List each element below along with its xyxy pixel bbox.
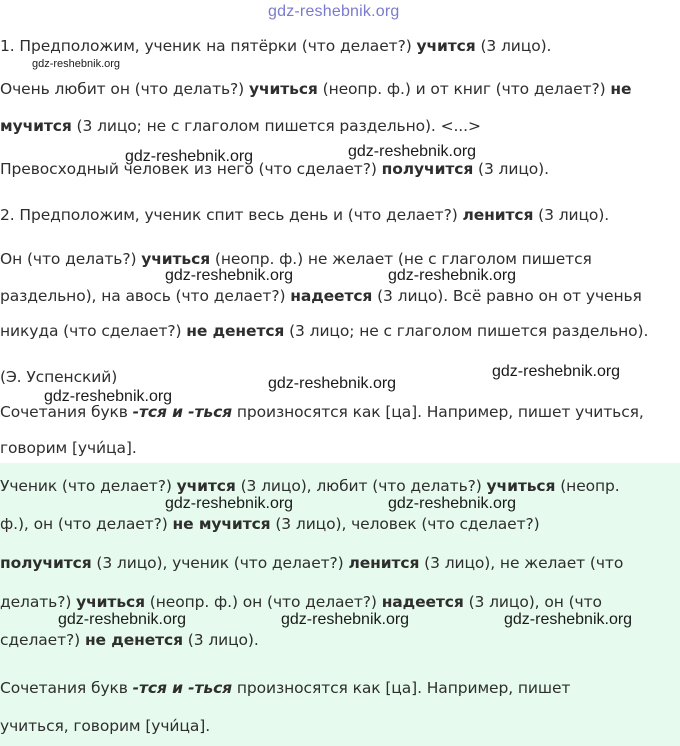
watermark: gdz-reshebnik.org (268, 375, 397, 392)
text: Превосходный человек из него (что сделает?) (0, 160, 382, 178)
text-line (0, 159, 549, 179)
text-line (0, 438, 137, 458)
watermark: gdz-reshebnik.org (165, 495, 294, 512)
text: (неопр. ф.) он (что делает?) (144, 593, 382, 611)
bold-word: мучится (0, 117, 72, 135)
text: (3 лицо), человек (что сделает?) (270, 515, 540, 533)
bold-word: надеется (290, 287, 373, 305)
watermark: gdz-reshebnik.org (268, 3, 400, 20)
text: Ученик (что делает?) (0, 477, 177, 495)
author-line (0, 367, 117, 387)
watermark: gdz-reshebnik.org (492, 363, 621, 380)
bold-word: не денется (186, 322, 285, 340)
watermark: gdz-reshebnik.org (504, 611, 633, 628)
answer-line (0, 716, 210, 736)
text: (3 лицо). Всё равно он от ученья (372, 287, 642, 305)
text: 1. Предположим, ученик на пятёрки (что делает?) (0, 37, 417, 55)
bold-word: получится (381, 160, 474, 178)
text: (3 лицо), любит (что делать?) (235, 477, 487, 495)
text: Сочетания букв (0, 679, 133, 697)
text: сделает?) (0, 631, 85, 649)
bold-word: учиться (248, 80, 318, 98)
text: (неопр. ф.) и от книг (что делает?) (317, 80, 611, 98)
answer-line (0, 592, 602, 612)
text: ф.), он (что делает?) (0, 515, 173, 533)
text: (3 лицо), не желает (что (419, 554, 624, 572)
text: (3 лицо). (473, 160, 549, 178)
watermark: gdz-reshebnik.org (348, 143, 477, 160)
text-line (0, 205, 609, 225)
text: раздельно), на авось (что делает?) (0, 287, 291, 305)
text: произносятся как [ца]. Например, пишет (232, 679, 571, 697)
bold-italic-word: -тся и -ться (132, 679, 233, 697)
text: произносятся как [ца]. Например, пишет учиться, (232, 403, 644, 421)
text: Он (что делать?) (0, 250, 142, 268)
text: (неопр. ф.) не желает (не с глаголом пишется (210, 250, 592, 268)
bold-word: ленится (348, 554, 420, 572)
text: говорим [учи́ца]. (0, 439, 137, 457)
text: 2. Предположим, ученик спит весь день и (что делает?) (0, 206, 463, 224)
answer-line (0, 678, 570, 698)
watermark: gdz-reshebnik.org (32, 58, 121, 70)
text: (3 лицо). (475, 37, 552, 55)
bold-italic-word: -тся и -ться (132, 403, 233, 421)
text: Очень любит он (что делать?) (0, 80, 249, 98)
answer-line (0, 630, 259, 650)
watermark: gdz-reshebnik.org (388, 495, 517, 512)
watermark: gdz-reshebnik.org (125, 148, 254, 165)
bold-word: учится (416, 37, 476, 55)
bold-word: учиться (486, 477, 556, 495)
text: (3 лицо; не с глаголом пишется раздельно). (284, 322, 649, 340)
text: учиться, говорим [учи́ца]. (0, 717, 211, 735)
bold-word: не (610, 80, 632, 98)
text: никуда (что сделает?) (0, 322, 187, 340)
text-line (0, 79, 631, 99)
bold-word: ленится (462, 206, 534, 224)
watermark: gdz-reshebnik.org (44, 388, 173, 405)
text-line (0, 36, 551, 56)
text: (3 лицо). (533, 206, 610, 224)
watermark: gdz-reshebnik.org (388, 267, 517, 284)
watermark: gdz-reshebnik.org (165, 267, 294, 284)
text-line (0, 321, 648, 341)
text: делать?) (0, 593, 77, 611)
answer-line (0, 553, 623, 573)
text: (3 лицо), ученик (что делает?) (91, 554, 349, 572)
answer-line (0, 514, 540, 534)
watermark: gdz-reshebnik.org (58, 611, 187, 628)
bold-word: учиться (76, 593, 145, 611)
answer-line (0, 476, 620, 496)
text: (3 лицо), он (что (463, 593, 602, 611)
text-line (0, 116, 481, 136)
bold-word: учиться (141, 250, 211, 268)
text: (Э. Успенский) (0, 368, 118, 386)
text: (3 лицо). (182, 631, 259, 649)
bold-word: получится (0, 554, 92, 572)
bold-word: не денется (84, 631, 183, 649)
text: (неопр. (555, 477, 620, 495)
text-line (0, 249, 592, 269)
bold-word: надеется (381, 593, 464, 611)
watermark: gdz-reshebnik.org (281, 611, 410, 628)
text: Сочетания букв (0, 403, 133, 421)
text-line (0, 286, 642, 306)
bold-word: не мучится (172, 515, 271, 533)
text: (3 лицо; не с глаголом пишется раздельно). <...> (71, 117, 481, 135)
bold-word: учится (176, 477, 236, 495)
